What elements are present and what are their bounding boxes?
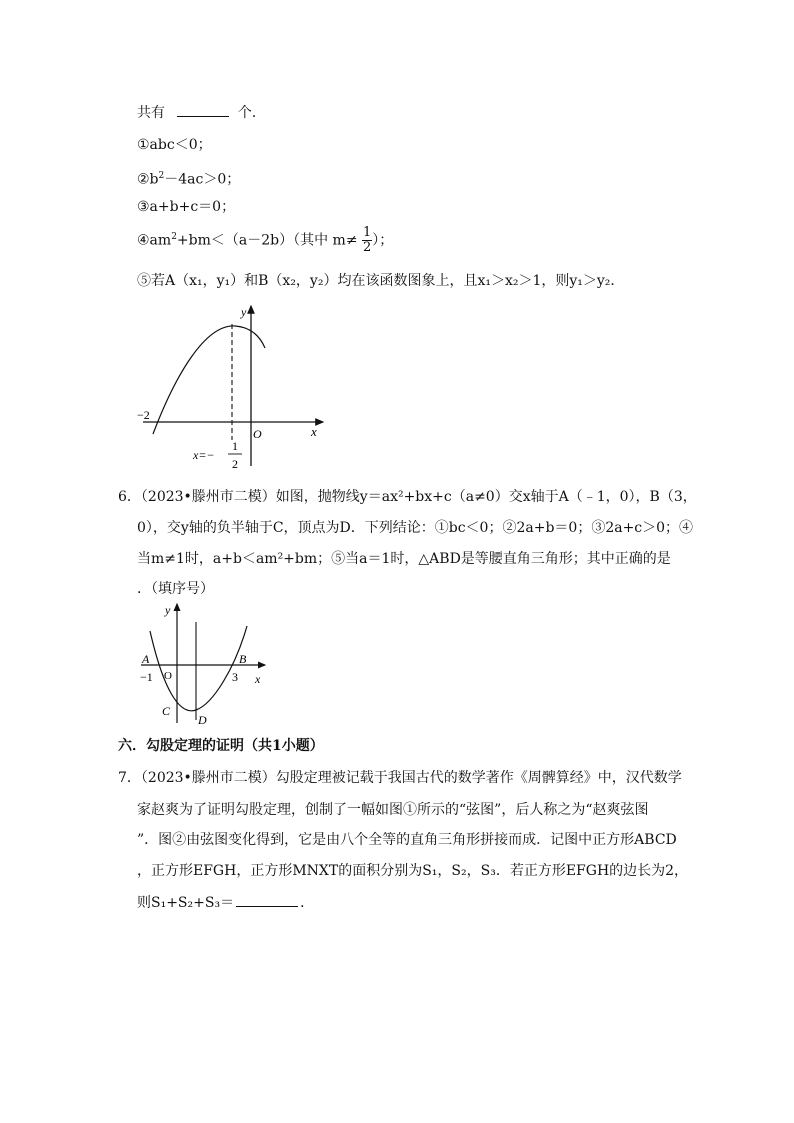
q5-statement-4 [137, 226, 393, 255]
q5-intro [137, 103, 266, 123]
q7-text-5-end: ． [300, 895, 315, 911]
frac-num: 1 [363, 225, 372, 240]
q5-statement-3: ③a+b+c＝0； [137, 199, 236, 215]
q6-line-1 [118, 487, 697, 507]
answer-blank[interactable] [236, 906, 298, 907]
x-label: x [255, 672, 261, 686]
q7-line-1 [118, 768, 682, 788]
s4-post: ）； [372, 232, 394, 249]
q7-text-5: 则S₁+S₂+S₃＝ [137, 895, 235, 911]
q7-number: 7． [118, 770, 141, 786]
q6-number: 6． [118, 489, 141, 505]
q7-line-5 [137, 893, 314, 913]
origin-label: O [164, 670, 172, 682]
q6-line-3: 当m≠1时，a+b＜am²+bm；⑤当a＝1时，△ABD是等腰直角三角形；其中正确的是 [137, 551, 671, 567]
tick-3-label: 3 [232, 670, 238, 684]
q5-statement-2 [137, 166, 240, 190]
fraction-one-half [362, 226, 372, 255]
answer-blank[interactable] [177, 116, 229, 117]
q5-intro-suffix: 个． [237, 105, 266, 121]
parabola-curve [153, 326, 265, 434]
point-b-label: B [239, 652, 247, 666]
q7-text-1: （2023•滕州市二模）勾股定理被记载于我国古代的数学著作《周髀算经》中，汉代数学 [140, 770, 682, 786]
q5-statement-1: ①abc＜0； [137, 137, 212, 153]
s4-sup: 2 [171, 231, 177, 242]
point-a-label: A [142, 652, 150, 666]
axis-eq-num: 1 [232, 439, 238, 453]
neg1-label: −1 [140, 670, 153, 684]
s2-pre: ②b [137, 171, 159, 188]
s4-pre: ④am [137, 232, 172, 249]
q6-parabola-graph [135, 598, 275, 728]
q5-intro-text: 共有 [137, 105, 165, 121]
q5-parabola-graph [135, 298, 335, 478]
s2-sup: 2 [158, 171, 165, 181]
axis-eq-den: 2 [232, 457, 238, 471]
q7-line-4: ，正方形EFGH，正方形MNXT的面积分别为S₁，S₂，S₃．若正方形EFGH的边长为2， [137, 863, 689, 879]
neg2-label: −2 [137, 408, 150, 422]
y-label: y [165, 603, 171, 617]
y-label: y [241, 305, 247, 319]
q7-line-3: ”．图②由弦图变化得到，它是由八个全等的直角三角形拼接而成．记图中正方形ABCD [137, 832, 677, 848]
q6-line-4: ．（填序号） [137, 581, 214, 597]
s4-mid: +bm＜（a－2b）（其中 m≠ [176, 232, 358, 249]
q5-statement-5: ⑤若A（x₁，y₁）和B（x₂，y₂）均在该函数图象上，且x₁＞x₂＞1，则y₁＞y₂． [137, 273, 625, 289]
point-c-label: C [162, 704, 171, 718]
q6-line-2: 0），交y轴的负半轴于C，顶点为D．下列结论：①bc＜0；②2a+b＝0；③2a+c＞0；④ [137, 520, 694, 536]
origin-label: O [253, 427, 262, 441]
point-d-label: D [198, 713, 207, 727]
s2-post: －4ac＞0； [164, 171, 241, 188]
q7-line-2: 家赵爽为了证明勾股定理，创制了一幅如图①所示的“弦图”，后人称之为“赵爽弦图 [137, 802, 649, 818]
q6-text-1: （2023•滕州市二模）如图，抛物线y＝ax²+bx+c（a≠0）交x轴于A（﹣1，0），B（3， [140, 489, 697, 505]
x-label: x [311, 424, 317, 439]
parabola-curve [150, 626, 247, 711]
frac-den: 2 [363, 240, 372, 255]
section-heading: 六．勾股定理的证明（共1小题） [118, 738, 324, 754]
axis-eq-label: x=− [193, 448, 215, 462]
